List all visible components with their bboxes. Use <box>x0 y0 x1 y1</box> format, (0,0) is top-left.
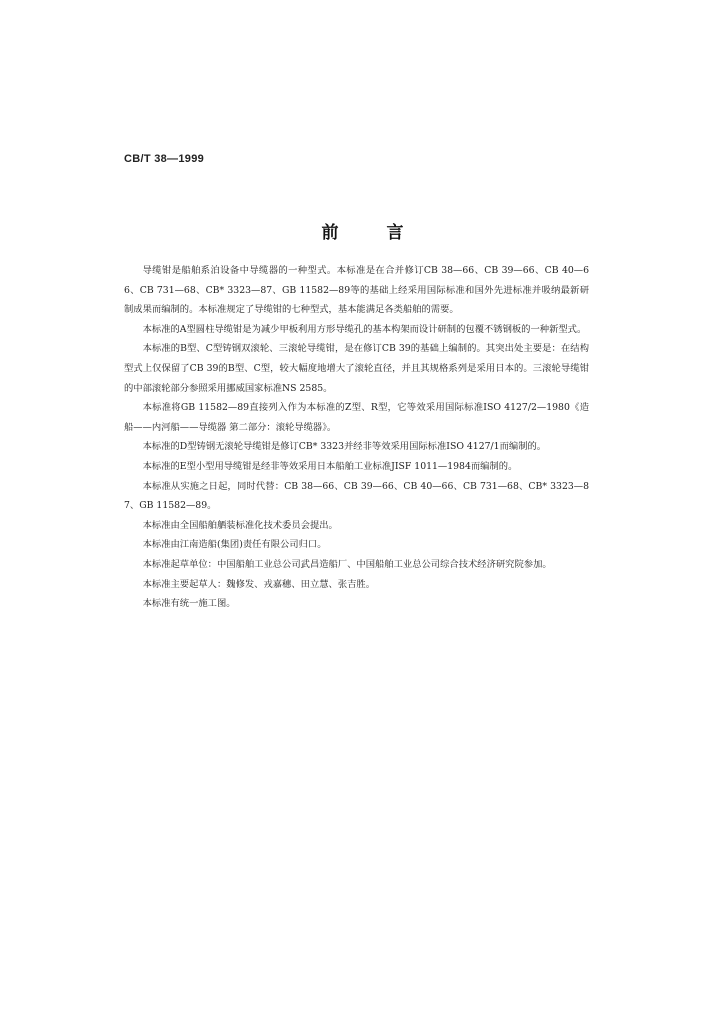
paragraph: 导缆钳是船舶系泊设备中导缆器的一种型式。本标准是在合并修订CB 38—66、CB 39—66、CB 40—66、CB 731—68、CB* 3323—87、GB 11582—89等的基础上经采用国际标准和国外先进标准并吸纳最新研制成果而编制的。本标准规定了导缆钳的七种型式，基本能满足各类船舶的需要。 <box>124 265 589 316</box>
paragraph: 本标准的B型、C型铸钢双滚轮、三滚轮导缆钳，是在修订CB 39的基础上编制的。其突出处主要是：在结构型式上仅保留了CB 39的B型、C型，较大幅度地增大了滚轮直径，并且其规格系列是采用日本的。三滚轮导缆钳的中部滚轮部分参照采用挪威国家标准NS 2585。 <box>124 343 589 394</box>
paragraph: 本标准的A型圆柱导缆钳是为减少甲板利用方形导缆孔的基本构架而设计研制的包覆不锈钢板的一种新型式。 <box>142 323 587 335</box>
paragraph: 本标准的D型铸钢无滚轮导缆钳是修订CB* 3323并经非等效采用国际标准ISO 4127/1而编制的。 <box>142 441 547 453</box>
page-title: 前言 <box>321 223 452 243</box>
paragraph: 本标准的E型小型用导缆钳是经非等效采用日本船舶工业标准JISF 1011—1984而编制的。 <box>142 460 518 472</box>
paragraph: 本标准主要起草人：魏修发、戎嘉穗、田立慧、张吉胜。 <box>142 578 376 590</box>
paragraph: 本标准由江南造船(集团)责任有限公司归口。 <box>142 539 327 551</box>
paragraph: 本标准有统一施工图。 <box>142 598 236 610</box>
paragraph: 本标准从实施之日起，同时代替：CB 38—66、CB 39—66、CB 40—66、CB 731—68、CB* 3323—87、GB 11582—89。 <box>124 480 589 512</box>
standard-code: CB/T 38—1999 <box>124 153 205 165</box>
paragraph: 本标准将GB 11582—89直接列入作为本标准的Z型、R型，它等效采用国际标准ISO 4127/2—1980《造船——内河船——导缆器 第二部分：滚轮导缆器》。 <box>124 402 589 433</box>
foreword-body <box>124 261 589 614</box>
paragraph: 本标准起草单位：中国船舶工业总公司武昌造船厂、中国船舶工业总公司综合技术经济研究院参加。 <box>142 558 552 570</box>
paragraph: 本标准由全国船舶舾装标准化技术委员会提出。 <box>142 519 338 531</box>
